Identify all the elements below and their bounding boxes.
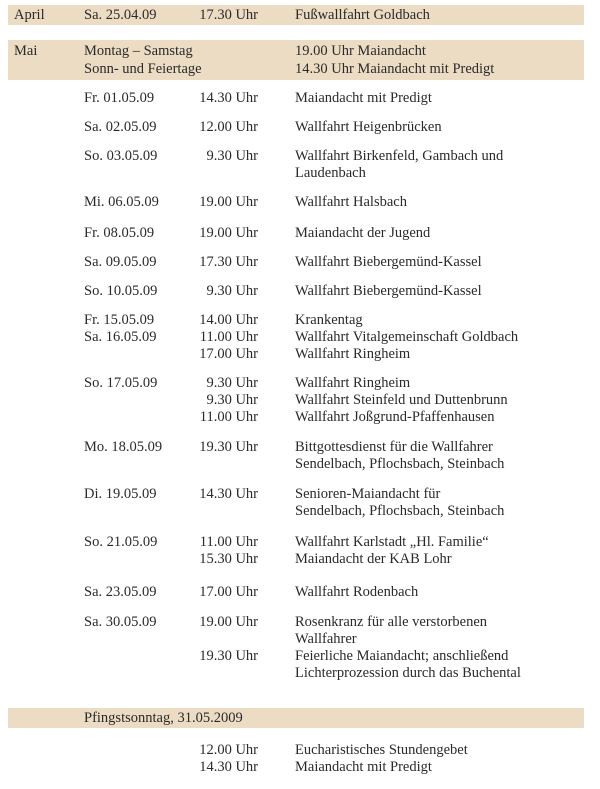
entry-date: So. 21.05.09 [84, 534, 158, 550]
entry-event: Wallfahrt Ringheim [295, 375, 411, 391]
month-mai: Mai [14, 43, 38, 59]
mai-sunday-event: 14.30 Uhr Maiandacht mit Predigt [295, 61, 495, 77]
entry-event: Senioren-Maiandacht für [295, 486, 441, 502]
april-time: 17.30 Uhr [199, 7, 258, 23]
entry-time: 17.30 Uhr [199, 254, 258, 270]
entry-event-continued: Sendelbach, Pflochsbach, Steinbach [295, 503, 505, 519]
entry-date: Mo. 18.05.09 [84, 439, 163, 455]
pfingst-header: Pfingstsonntag, 31.05.2009 [84, 710, 243, 726]
entry-event: Wallfahrt Joßgrund-Pfaffenhausen [295, 409, 495, 425]
entry-event: Wallfahrt Heigenbrücken [295, 119, 442, 135]
entry-event: Maiandacht der KAB Lohr [295, 551, 452, 567]
entry-event: Eucharistisches Stundengebet [295, 742, 468, 758]
entry-time: 17.00 Uhr [199, 584, 258, 600]
entry-event: Wallfahrt Steinfeld und Duttenbrunn [295, 392, 508, 408]
mai-weekday-event: 19.00 Uhr Maiandacht [295, 43, 426, 59]
april-date: Sa. 25.04.09 [84, 7, 157, 23]
entry-time: 14.30 Uhr [199, 90, 258, 106]
entry-time: 14.30 Uhr [199, 486, 258, 502]
entry-event-continued: Lichterprozession durch das Buchental [295, 665, 521, 681]
entry-event-continued: Sendelbach, Pflochsbach, Steinbach [295, 456, 505, 472]
entry-event: Feierliche Maiandacht; anschließend [295, 648, 509, 664]
entry-event: Wallfahrt Ringheim [295, 346, 411, 362]
entry-time: 14.30 Uhr [199, 759, 258, 775]
entry-date: Di. 19.05.09 [84, 486, 157, 502]
entry-date: Sa. 02.05.09 [84, 119, 157, 135]
entry-time: 12.00 Uhr [199, 119, 258, 135]
entry-date: Sa. 30.05.09 [84, 614, 157, 630]
entry-event: Wallfahrt Karlstadt „Hl. Familie“ [295, 534, 489, 550]
entry-date: Mi. 06.05.09 [84, 194, 159, 210]
entry-date: Sa. 23.05.09 [84, 584, 157, 600]
entry-event: Maiandacht mit Predigt [295, 90, 432, 106]
entry-time: 9.30 Uhr [206, 392, 258, 408]
entry-event: Bittgottesdienst für die Wallfahrer [295, 439, 493, 455]
entry-time: 19.00 Uhr [199, 225, 258, 241]
entry-date: So. 17.05.09 [84, 375, 158, 391]
entry-time: 11.00 Uhr [199, 534, 258, 550]
entry-time: 11.00 Uhr [199, 409, 258, 425]
entry-time: 9.30 Uhr [206, 283, 258, 299]
month-april: April [14, 7, 45, 23]
entry-time: 19.30 Uhr [199, 439, 258, 455]
entry-time: 14.00 Uhr [199, 312, 258, 328]
entry-time: 17.00 Uhr [199, 346, 258, 362]
entry-time: 9.30 Uhr [206, 148, 258, 164]
entry-event: Wallfahrt Birkenfeld, Gambach und [295, 148, 504, 164]
entry-date: Fr. 08.05.09 [84, 225, 155, 241]
entry-event: Wallfahrt Biebergemünd-Kassel [295, 254, 482, 270]
entry-time: 9.30 Uhr [206, 375, 258, 391]
entry-date: Fr. 01.05.09 [84, 90, 155, 106]
mai-weekday-label: Montag – Samstag [84, 43, 193, 59]
entry-event: Maiandacht mit Predigt [295, 759, 432, 775]
entry-event: Rosenkranz für alle verstorbenen [295, 614, 488, 630]
entry-time: 12.00 Uhr [199, 742, 258, 758]
entry-event-continued: Laudenbach [295, 165, 366, 181]
entry-event-continued: Wallfahrer [295, 631, 357, 647]
entry-event: Wallfahrt Rodenbach [295, 584, 419, 600]
entry-event: Wallfahrt Halsbach [295, 194, 407, 210]
entry-date: Fr. 15.05.09 [84, 312, 155, 328]
entry-time: 11.00 Uhr [199, 329, 258, 345]
entry-date: Sa. 09.05.09 [84, 254, 157, 270]
entry-date: Sa. 16.05.09 [84, 329, 157, 345]
entry-event: Wallfahrt Vitalgemeinschaft Goldbach [295, 329, 519, 345]
entry-event: Wallfahrt Biebergemünd-Kassel [295, 283, 482, 299]
entry-time: 19.30 Uhr [199, 648, 258, 664]
entry-date: So. 10.05.09 [84, 283, 158, 299]
entry-time: 19.00 Uhr [199, 194, 258, 210]
entry-date: So. 03.05.09 [84, 148, 158, 164]
mai-sunday-label: Sonn- und Feiertage [84, 61, 202, 77]
april-event: Fußwallfahrt Goldbach [295, 7, 430, 23]
entry-time: 15.30 Uhr [199, 551, 258, 567]
entry-event: Maiandacht der Jugend [295, 225, 431, 241]
entry-time: 19.00 Uhr [199, 614, 258, 630]
entry-event: Krankentag [295, 312, 363, 328]
